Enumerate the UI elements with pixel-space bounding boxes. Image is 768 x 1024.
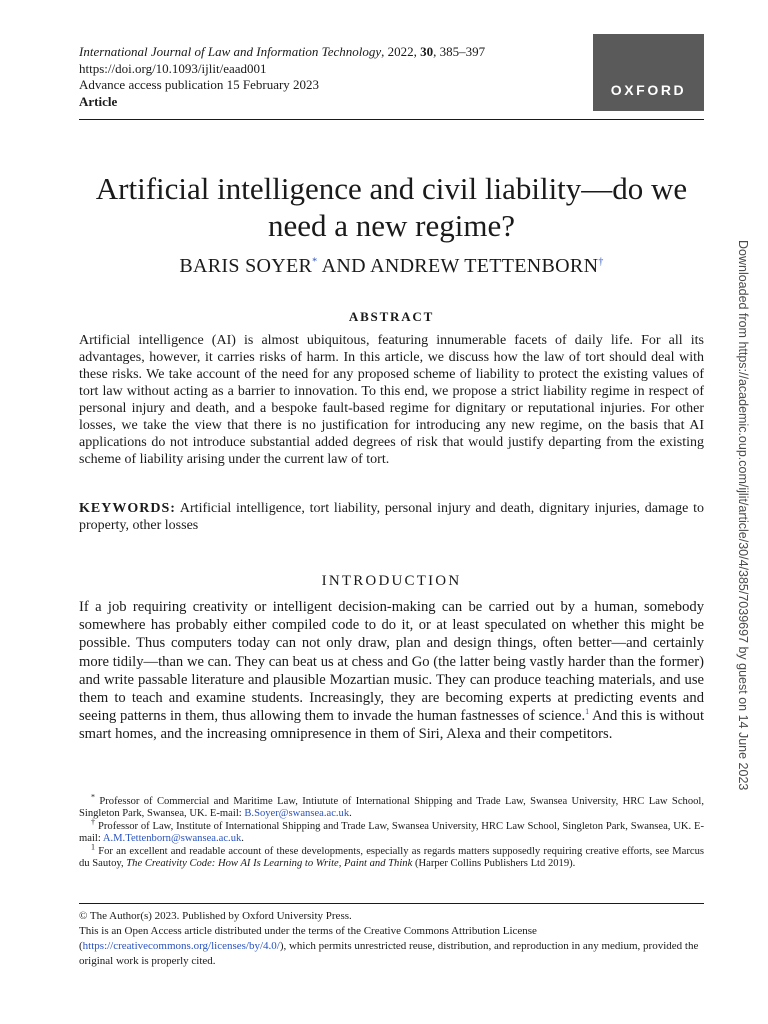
keywords-text: Artificial intelligence, tort liability, personal injury and death, dignitary injuries, damage to property, other losses (79, 501, 704, 533)
doi-link[interactable]: https://doi.org/10.1093/ijlit/eaad001 (79, 60, 267, 76)
keywords-label: KEYWORDS: (79, 501, 176, 516)
email-link[interactable]: B.Soyer@swansea.ac.uk (244, 808, 350, 820)
footnote-end: . (241, 833, 244, 845)
license-text: This is an Open Access article distributed under the terms of the Creative Commons Attribution License ( (79, 925, 537, 952)
access-date: Advance access publication 15 February 2023 (79, 77, 320, 92)
license-link[interactable]: https://creativecommons.org/licenses/by/4.0/ (82, 940, 280, 952)
footnote-text: Professor of Law, Institute of International Shipping and Trade Law, Swansea University, HRC Law School, Singleton Park, Swansea, UK. E-mail: (79, 820, 705, 845)
author-1-affiliation-mark[interactable]: * (312, 256, 318, 268)
author-2: ANDREW TETTENBORN (370, 255, 599, 277)
footnote-mark: † (91, 817, 96, 827)
author-line (79, 254, 704, 278)
footnote-text: Professor of Commercial and Maritime Law, Intiutute of International Shipping and Trade Law, Swansea University, HRC Law School, Singleton Park, Swansea, UK. E-mail: (79, 796, 705, 820)
footnote-ref-1[interactable]: 1 (585, 707, 590, 717)
introduction-paragraph (79, 598, 704, 744)
journal-year: , 2022, (381, 44, 421, 59)
download-watermark: Downloaded from https://academic.oup.com/ijlit/article/30/4/385/7039697 by guest on 14 June 2023 (736, 240, 750, 791)
footer-divider (79, 903, 704, 904)
article-type: Article (79, 93, 118, 109)
license-notice (79, 909, 704, 969)
footnote-author-1 (79, 792, 705, 821)
journal-citation (79, 44, 579, 61)
keywords (79, 500, 704, 534)
footnotes (79, 792, 705, 870)
author-2-affiliation-mark[interactable]: † (598, 256, 604, 268)
abstract-heading: ABSTRACT (348, 309, 435, 324)
journal-pages: , 385–397 (433, 44, 486, 59)
email-link[interactable]: A.M.Tettenborn@swansea.ac.uk (102, 833, 242, 845)
abstract-text: Artificial intelligence (AI) is almost ubiquitous, featuring innumerable facets of daily life. For all its advantages, however, it carries risks of harm. In this article, we discuss how the law of tort should deal with these risks. We take account of the need for any proposed scheme of liability to protect the existing values of tort law without acting as a barrier to innovation. To this end, we propose a strict liability regime in respect of personal injury and death, and a bespoke fault-based regime for dignitary or reputational injuries. For other losses, we take the view that there is no justification for introducing any new regime, on the basis that AI applications do not introduce substantial added degrees of risk that would justify departing from the existing scheme of liability arising under the current law of tort. (79, 333, 704, 467)
footnote-mark: * (91, 792, 95, 802)
introduction-text: If a job requiring creativity or intelligent decision-making can be carried out by a human, somebody somewhere has probably either compiled code to do it, or at least speculated on whether this might be possible. Thus computers today can not only draw, plan and design things, often better—and certainly more tidily—than we can. They can beat us at chess and Go (the latter being vastly harder than the former) and write passable literature and plausible Mozartian music. They can produce teaching materials, and use them to teach and examine students. Increasingly, they are becoming experts at predicting events and seeing patterns in them, thus allowing them to invade the human fastnesses of science. (79, 599, 704, 725)
journal-name: International Journal of Law and Information Technology (79, 44, 382, 59)
article-title: Artificial intelligence and civil liability—do we need a new regime? (95, 171, 688, 243)
author-1: BARIS SOYER (179, 255, 313, 277)
footnote-author-2 (79, 817, 705, 846)
oxford-logo-text: OXFORD (610, 82, 687, 98)
copyright-line: © The Author(s) 2023. Published by Oxford University Press. (79, 910, 352, 922)
introduction-text-continued: And this is without smart homes, and the increasing omnipresence in them of Siri, Alexa and their competitors. (79, 708, 704, 743)
book-title: The Creativity Code: How AI Is Learning to Write, Paint and Think (126, 858, 413, 870)
author-conjunction: AND (317, 255, 371, 277)
footnote-text: For an excellent and readable account of these developments, especially as regards matters supposedly requiring creative efforts, see Marcus du Sautoy, (79, 845, 704, 870)
footnote-end: . (349, 808, 352, 820)
journal-header (79, 44, 579, 110)
journal-volume: 30 (420, 44, 434, 59)
introduction-heading: INTRODUCTION (321, 573, 462, 589)
footnote-end: (Harper Collins Publishers Ltd 2019). (412, 858, 576, 870)
license-text-continued: ), which permits unrestricted reuse, distribution, and reproduction in any medium, provided the original work is properly cited. (79, 940, 699, 967)
footnote-1 (79, 842, 704, 871)
header-divider (79, 119, 704, 120)
footnote-mark: 1 (91, 842, 95, 852)
oxford-logo (593, 34, 704, 111)
